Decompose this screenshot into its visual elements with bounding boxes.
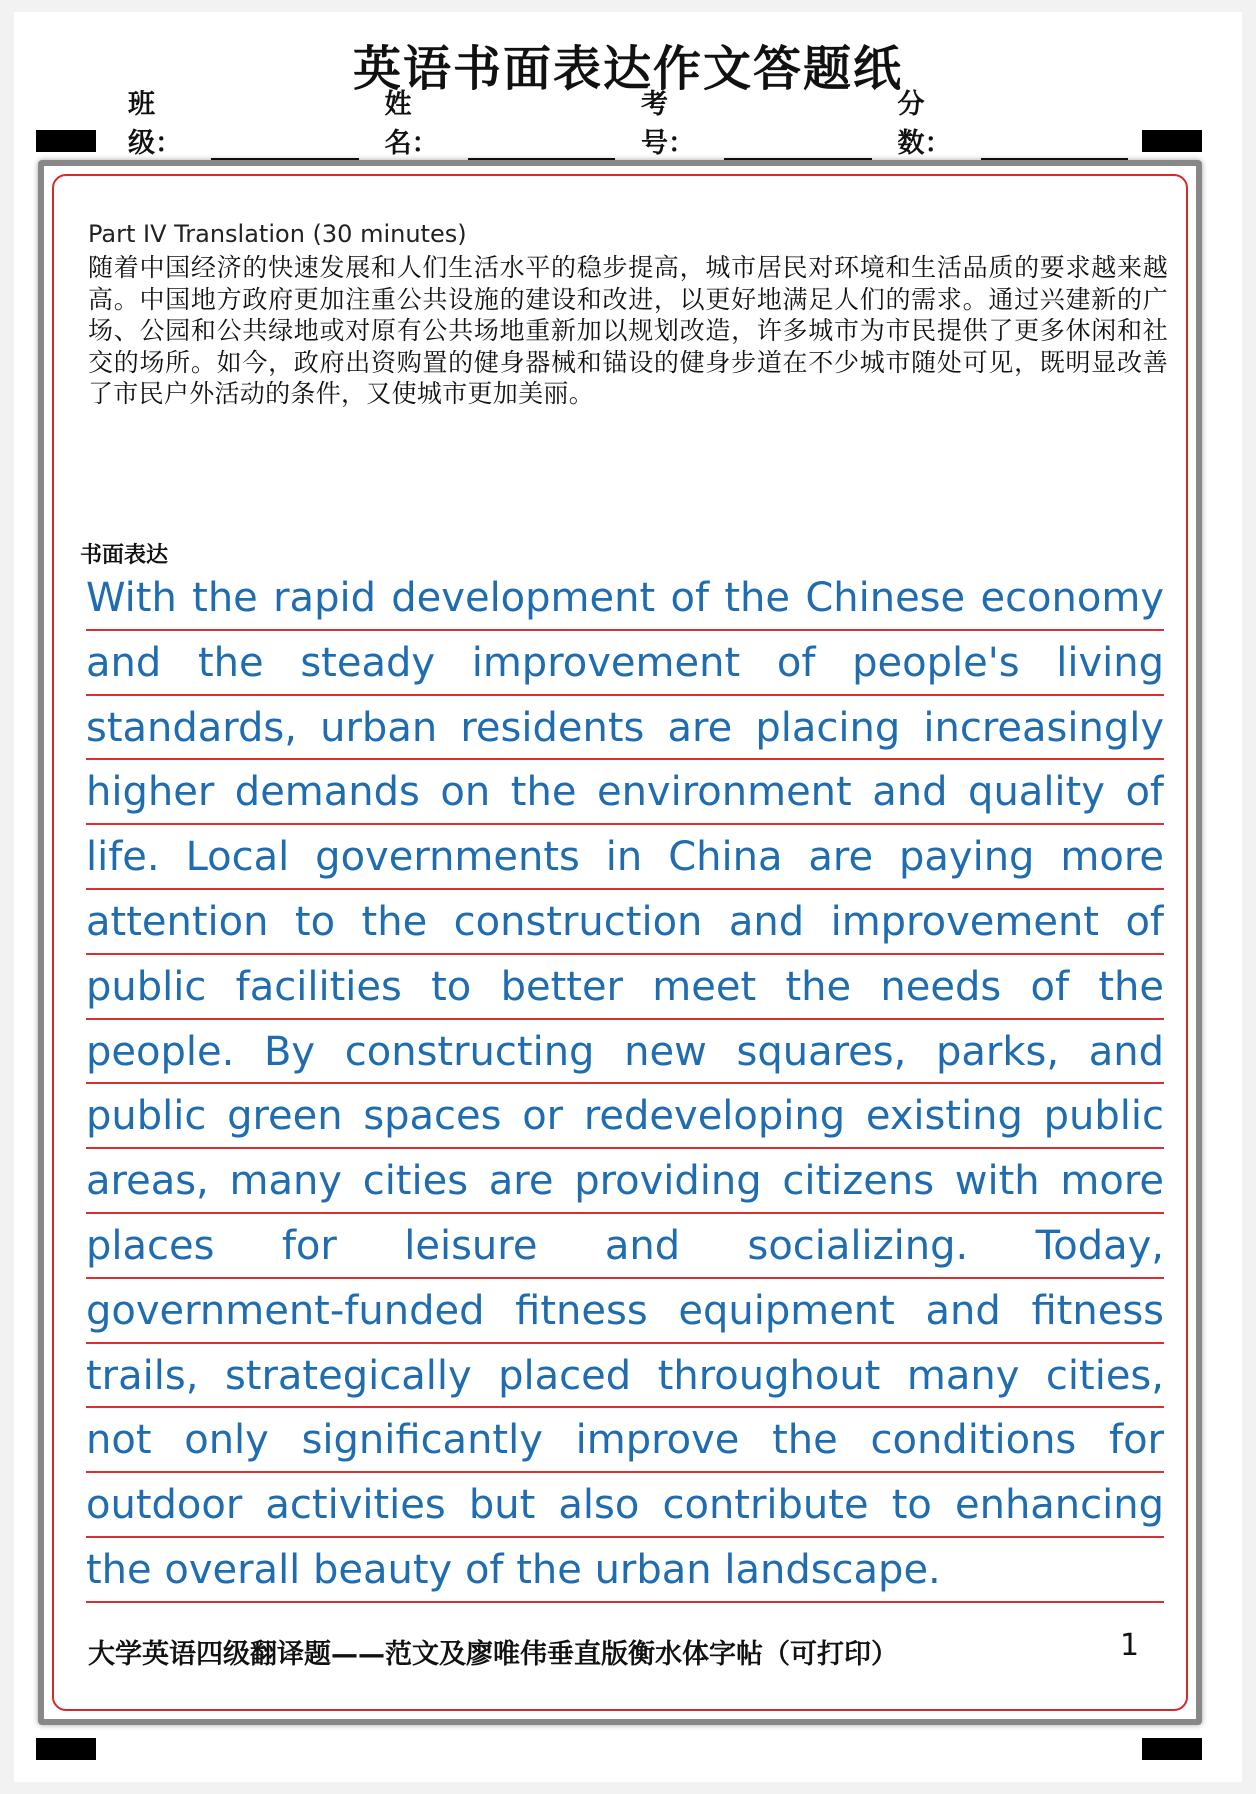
writing-line: outdoor activities but also contribute to enhancing bbox=[86, 1473, 1164, 1538]
writing-line: the overall beauty of the urban landscape. bbox=[86, 1538, 1164, 1603]
writing-line: areas, many cities are providing citizens with more bbox=[86, 1149, 1164, 1214]
writing-line: higher demands on the environment and quality of bbox=[86, 760, 1164, 825]
name-field[interactable] bbox=[384, 89, 616, 160]
score-label: 分数： bbox=[897, 89, 952, 159]
exam-number-label: 考号： bbox=[641, 89, 695, 159]
registration-mark-bottom-right bbox=[1142, 1738, 1202, 1760]
writing-line: people. By constructing new squares, parks, and bbox=[86, 1020, 1164, 1085]
writing-line: and the steady improvement of people's living bbox=[86, 631, 1164, 696]
writing-line: attention to the construction and improvement of bbox=[86, 890, 1164, 955]
class-field[interactable] bbox=[128, 89, 359, 160]
name-label: 姓名： bbox=[384, 89, 439, 159]
writing-line: standards, urban residents are placing increasingly bbox=[86, 696, 1164, 761]
writing-line: trails, strategically placed throughout many cities, bbox=[86, 1344, 1164, 1409]
class-blank[interactable] bbox=[211, 132, 358, 160]
page-title: 英语书面表达作文答题纸 bbox=[352, 41, 903, 97]
registration-mark-top-left bbox=[36, 130, 96, 152]
part-title: Part IV Translation (30 minutes) bbox=[88, 220, 467, 248]
page-number: 1 bbox=[1120, 1628, 1140, 1663]
registration-mark-top-right bbox=[1142, 130, 1202, 152]
writing-line: public green spaces or redeveloping existing public bbox=[86, 1084, 1164, 1149]
writing-line: public facilities to better meet the needs of the bbox=[86, 955, 1164, 1020]
writing-area[interactable] bbox=[86, 566, 1164, 1603]
writing-line: With the rapid development of the Chinese economy bbox=[86, 566, 1164, 631]
exam-number-blank[interactable] bbox=[724, 132, 871, 160]
score-blank[interactable] bbox=[981, 132, 1128, 160]
score-field[interactable] bbox=[897, 89, 1129, 160]
source-text: 随着中国经济的快速发展和人们生活水平的稳步提高，城市居民对环境和生活品质的要求越来越高。中国地方政府更加注重公共设施的建设和改进，以更好地满足人们的需求。通过兴建新的广场、公园和公共绿地或对原有公共场地重新加以规划改造，许多城市为市民提供了更多休闲和社交的场所。如今，政府出资购置的健身器械和锚设的健身步道在不少城市随处可见，既明显改善了市民户外活动的条件，又使城市更加美丽。 bbox=[88, 253, 1168, 408]
writing-line: places for leisure and socializing. Today, bbox=[86, 1214, 1164, 1279]
footer-caption: 大学英语四级翻译题——范文及廖唯伟垂直版衡水体字帖（可打印） bbox=[88, 1639, 898, 1670]
name-blank[interactable] bbox=[468, 132, 615, 160]
writing-line: life. Local governments in China are paying more bbox=[86, 825, 1164, 890]
writing-line: government-funded fitness equipment and fitness bbox=[86, 1279, 1164, 1344]
student-info-row bbox=[128, 89, 1128, 160]
registration-mark-bottom-left bbox=[36, 1738, 96, 1760]
writing-line: not only significantly improve the conditions for bbox=[86, 1408, 1164, 1473]
class-label: 班级： bbox=[128, 89, 182, 159]
exam-number-field[interactable] bbox=[641, 89, 872, 160]
section-label: 书面表达 bbox=[80, 543, 169, 568]
